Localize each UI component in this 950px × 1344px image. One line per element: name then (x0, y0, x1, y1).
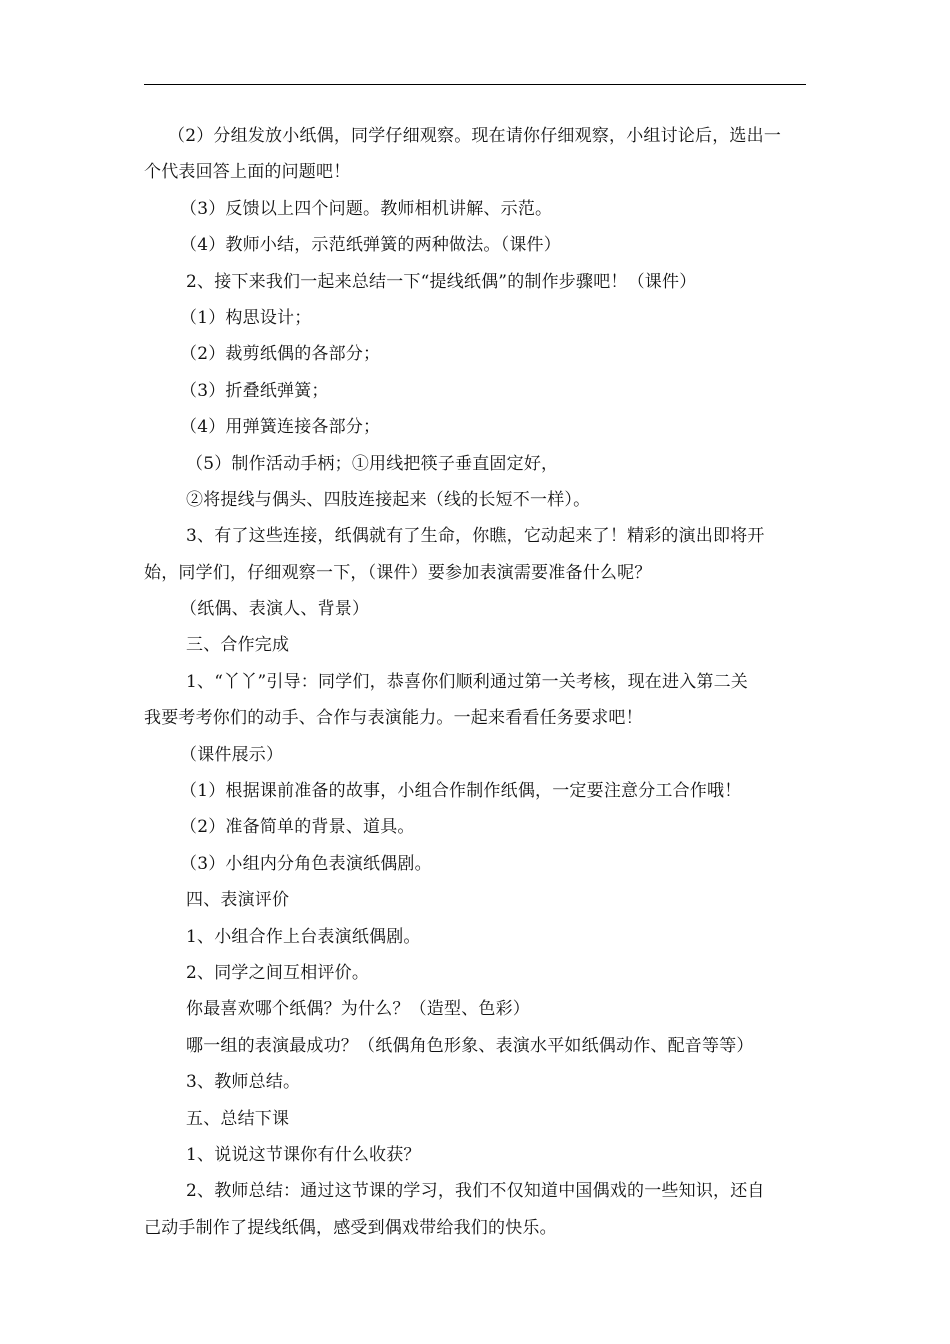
document-body (144, 118, 806, 1246)
text-line: 三、合作完成 (186, 635, 290, 656)
header-rule (144, 84, 806, 85)
text-line: 3、教师总结。 (186, 1072, 301, 1093)
text-line: （纸偶、表演人、背景） (180, 599, 370, 620)
text-line: 五、总结下课 (186, 1108, 290, 1129)
text-line: （4）用弹簧连接各部分； (180, 417, 381, 438)
text-line: （3）折叠纸弹簧； (180, 380, 329, 401)
text-line: （4）教师小结，示范纸弹簧的两种做法。（课件） (180, 235, 561, 256)
text-line: 3、有了这些连接，纸偶就有了生命，你瞧，它动起来了！精彩的演出即将开 (186, 526, 765, 547)
text-line: （5）制作活动手柄；①用线把筷子垂直固定好， (186, 453, 559, 474)
text-line: （1）根据课前准备的故事，小组合作制作纸偶，一定要注意分工合作哦！ (180, 781, 742, 802)
text-line: 2、教师总结：通过这节课的学习，我们不仅知道中国偶戏的一些知识，还自 (186, 1181, 765, 1202)
text-line: 1、小组合作上台表演纸偶剧。 (186, 926, 421, 947)
text-line: （3）小组内分角色表演纸偶剧。 (180, 853, 432, 874)
text-line: 己动手制作了提线纸偶，感受到偶戏带给我们的快乐。 (144, 1217, 557, 1238)
text-line: （2）分组发放小纸偶，同学仔细观察。现在请你仔细观察，小组讨论后，选出一 (168, 126, 782, 146)
text-line: （2）裁剪纸偶的各部分； (180, 344, 381, 365)
text-line: 2、接下来我们一起来总结一下“提线纸偶”的制作步骤吧！（课件） (186, 271, 697, 292)
text-line: 哪一组的表演最成功？（纸偶角色形象、表演水平如纸偶动作、配音等等） (186, 1035, 754, 1056)
text-line: 1、说说这节课你有什么收获？ (186, 1144, 421, 1165)
text-line: （3）反馈以上四个问题。教师相机讲解、示范。 (180, 198, 553, 219)
text-line: 你最喜欢哪个纸偶？为什么？（造型、色彩） (186, 999, 530, 1020)
text-line: （1）构思设计； (180, 307, 312, 328)
text-line: 四、表演评价 (186, 890, 290, 911)
text-line: 1、“丫丫”引导：同学们，恭喜你们顺利通过第一关考核，现在进入第二关 (186, 671, 748, 692)
text-line: （2）准备简单的背景、道具。 (180, 817, 415, 838)
text-line: 个代表回答上面的问题吧！ (144, 162, 351, 183)
text-line: 我要考考你们的动手、合作与表演能力。一起来看看任务要求吧！ (144, 708, 643, 729)
text-line: （课件展示） (180, 744, 284, 765)
text-line: ②将提线与偶头、四肢连接起来（线的长短不一样）。 (186, 489, 591, 510)
text-line: 2、同学之间互相评价。 (186, 962, 370, 983)
text-line: 始，同学们，仔细观察一下，（课件）要参加表演需要准备什么呢？ (144, 562, 652, 583)
